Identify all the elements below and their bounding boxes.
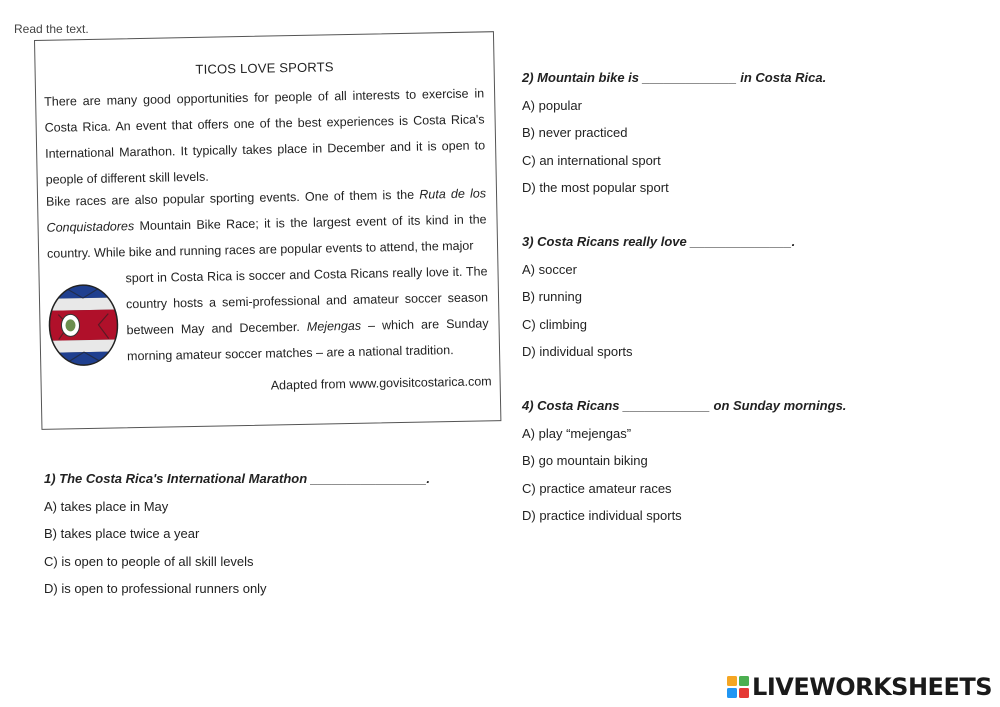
question-4-option-c[interactable]: C) practice amateur races — [522, 480, 672, 496]
question-4-option-a[interactable]: A) play “mejengas” — [522, 426, 632, 441]
paragraph-3-italic-mejengas: Mejengas — [306, 318, 362, 334]
liveworksheets-logo-text: LIVEWORKSHEETS — [752, 673, 992, 701]
question-1-option-d[interactable]: D) is open to professional runners only — [44, 580, 267, 596]
article-paragraph-1: There are many good opportunities for people of all interests to exercise in Costa Rica. An event that offers one of the best experiences is Costa Rica's International Marathon. It typically takes place in December and it is open to people of different skill levels. — [44, 86, 486, 187]
question-1-option-a[interactable]: A) takes place in May — [44, 499, 169, 514]
question-3 — [522, 233, 795, 370]
question-1-option-b[interactable]: B) takes place twice a year — [44, 526, 200, 542]
instruction-text: Read the text. — [14, 22, 89, 36]
paragraph-2-italic-race-name: Ruta de los Conquistadores — [46, 186, 487, 235]
article-paragraph-3 — [125, 258, 489, 369]
article-paragraph-2 — [46, 180, 487, 266]
paragraph-3-text-b: – which are Sunday morning amateur soccer matches – are a national tradition. — [126, 316, 489, 364]
question-3-option-d[interactable]: D) individual sports — [522, 343, 633, 359]
question-1-stem: 1) The Costa Rica's International Marathon ________________. — [44, 471, 431, 486]
question-2-option-c[interactable]: C) an international sport — [522, 152, 661, 168]
paragraph-2-text-b: Mountain Bike Race; it is the largest event of its kind in the country. While bike and running races are popular events to attend, the major — [46, 212, 487, 261]
reading-passage-box — [34, 31, 501, 430]
question-3-option-b[interactable]: B) running — [522, 289, 582, 305]
paragraph-3-text-a: sport in Costa Rica is soccer and Costa Ricans really love it. The country hosts a semi-professional and amateur soccer season between May and December. — [125, 264, 489, 338]
question-2 — [522, 69, 826, 206]
article-title: TICOS LOVE SPORTS — [195, 59, 334, 77]
question-2-option-d[interactable]: D) the most popular sport — [522, 179, 669, 195]
question-3-option-c[interactable]: C) climbing — [522, 316, 588, 332]
liveworksheets-logo-icon — [727, 676, 749, 698]
question-1 — [44, 470, 430, 607]
article-source: Adapted from www.govisitcostarica.com — [270, 374, 492, 393]
question-4-option-d[interactable]: D) practice individual sports — [522, 507, 682, 523]
question-4 — [522, 397, 846, 534]
question-2-stem: 2) Mountain bike is _____________ in Costa Rica. — [522, 70, 827, 85]
question-4-stem: 4) Costa Ricans ____________ on Sunday mornings. — [522, 398, 847, 413]
paragraph-2-text-a: Bike races are also popular sporting events. One of them is the — [45, 187, 420, 209]
question-2-option-b[interactable]: B) never practiced — [522, 125, 628, 141]
costa-rica-soccer-ball-image — [48, 283, 120, 366]
question-4-option-b[interactable]: B) go mountain biking — [522, 453, 648, 469]
question-3-option-a[interactable]: A) soccer — [522, 262, 577, 277]
liveworksheets-logo[interactable] — [727, 673, 992, 701]
question-2-option-a[interactable]: A) popular — [522, 98, 582, 113]
question-3-stem: 3) Costa Ricans really love ______________. — [522, 234, 796, 249]
question-1-option-c[interactable]: C) is open to people of all skill levels — [44, 553, 254, 569]
